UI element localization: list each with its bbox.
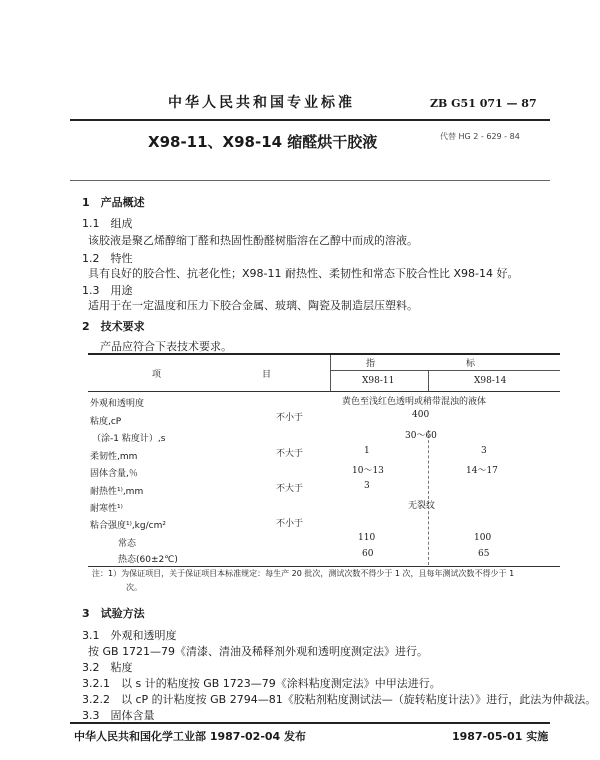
row-bond-strength-label: 粘合强度¹⁾,kg/cm² [90,521,166,531]
row-viscosity-cp-label: 粘度,cP [90,417,122,427]
section-1-2-title: 1.2 特性 [82,252,133,265]
table-note-line-1: 注：1）为保证项目，关于保证项目本标准规定：每生产 20 批次，测试次数不得少于 1 次，且每年测试次数不得少于 1 [92,569,515,578]
row-appearance-value: 黄色至浅红色透明或稍带混浊的液体 [342,397,487,407]
table-header-index-2: 标 [466,359,476,369]
row-cold-resistance-label: 耐寒性¹⁾ [90,504,123,514]
section-1-heading: 1 产品概述 [82,196,145,209]
row-flexibility-condition: 不大于 [276,449,304,459]
table-header-divider [330,355,331,391]
section-1-3-title: 1.3 用途 [82,284,133,297]
section-3-2-1: 3.2.1 以 s 计的粘度按 GB 1723—79《涂料粘度测定法》中甲法进行。 [82,677,441,690]
row-heat-resistance-x98-11: 3 [364,481,370,491]
row-solids-x98-14: 14～17 [466,466,498,476]
section-3-2-title: 3.2 粘度 [82,661,133,674]
row-flexibility-x98-14: 3 [481,446,487,456]
table-note-line-2: 次。 [126,583,142,592]
section-3-1-text: 按 GB 1721—79《清漆、清油及稀释剂外观和透明度测定法》进行。 [88,645,429,658]
row-normal-x98-11: 110 [358,533,376,543]
table-bottom-rule [88,566,560,567]
row-viscosity-s-value: 30～60 [405,431,437,441]
row-hot-label: 热态(60±2℃) [118,555,178,565]
table-header-x98-14: X98-14 [474,376,507,386]
table-header-x98-11: X98-11 [362,376,395,386]
row-solids-x98-11: 10～13 [352,466,384,476]
row-solids-label: 固体含量,％ [90,469,138,479]
section-1-1-title: 1.1 组成 [82,217,133,230]
section-3-1-title: 3.1 外观和透明度 [82,629,177,642]
replaces-note: 代替 HG 2 - 629 - 84 [440,132,520,141]
row-hot-x98-14: 65 [478,549,490,559]
row-flexibility-x98-11: 1 [364,446,370,456]
table-col-divider [428,370,429,391]
table-header-bottom-rule [88,391,560,392]
issuer: 中华人民共和国化学工业部 1987-02-04 发布 [74,730,307,743]
standard-number: ZB G51 071 — 87 [430,97,537,110]
section-3-3-title: 3.3 固体含量 [82,709,155,722]
row-hot-x98-11: 60 [362,549,374,559]
section-3-heading: 3 试验方法 [82,607,145,620]
row-bond-strength-condition: 不小于 [276,519,304,529]
row-flexibility-label: 柔韧性,mm [90,452,138,462]
row-heat-resistance-condition: 不大于 [276,484,304,494]
section-1-2-text: 具有良好的胶合性、抗老化性；X98-11 耐热性、柔韧性和常态下胶合性比 X98-14 好。 [88,267,519,280]
table-header-index-1: 指 [366,359,376,369]
row-normal-x98-14: 100 [474,533,492,543]
table-header-item-1: 项 [152,370,162,380]
title-rule [70,180,550,181]
row-cold-resistance-value: 无裂纹 [408,501,436,511]
section-3-2-2: 3.2.2 以 cP 的计粘度按 GB 2794—81《胶粘剂粘度测试法—（旋转粘度计法）》进行，此法为仲裁法。 [82,693,597,706]
row-viscosity-cp-value: 400 [412,410,430,420]
row-normal-label: 常态 [118,539,137,549]
effective-date: 1987-05-01 实施 [452,730,549,743]
row-viscosity-s-label: （涂-1 粘度计）,s [92,434,166,444]
table-header-item-2: 目 [262,370,272,380]
row-appearance-label: 外观和透明度 [90,399,145,409]
header-rule [70,119,550,121]
org-title: 中华人民共和国专业标准 [168,95,355,111]
row-heat-resistance-label: 耐热性¹⁾,mm [90,487,144,497]
section-2-heading: 2 技术要求 [82,320,145,333]
document-title: X98-11、X98-14 缩醛烘干胶液 [148,133,378,151]
section-2-intro: 产品应符合下表技术要求。 [100,340,232,353]
table-subheader-rule [330,370,560,371]
section-1-3-text: 适用于在一定温度和压力下胶合金属、玻璃、陶瓷及制造层压塑料。 [88,299,418,312]
footer-rule [70,722,550,724]
row-viscosity-cp-condition: 不小于 [276,413,304,423]
section-1-1-text: 该胶液是聚乙烯醇缩丁醛和热固性酚醛树脂溶在乙醇中而成的溶液。 [88,234,418,247]
table-top-rule [88,353,560,355]
